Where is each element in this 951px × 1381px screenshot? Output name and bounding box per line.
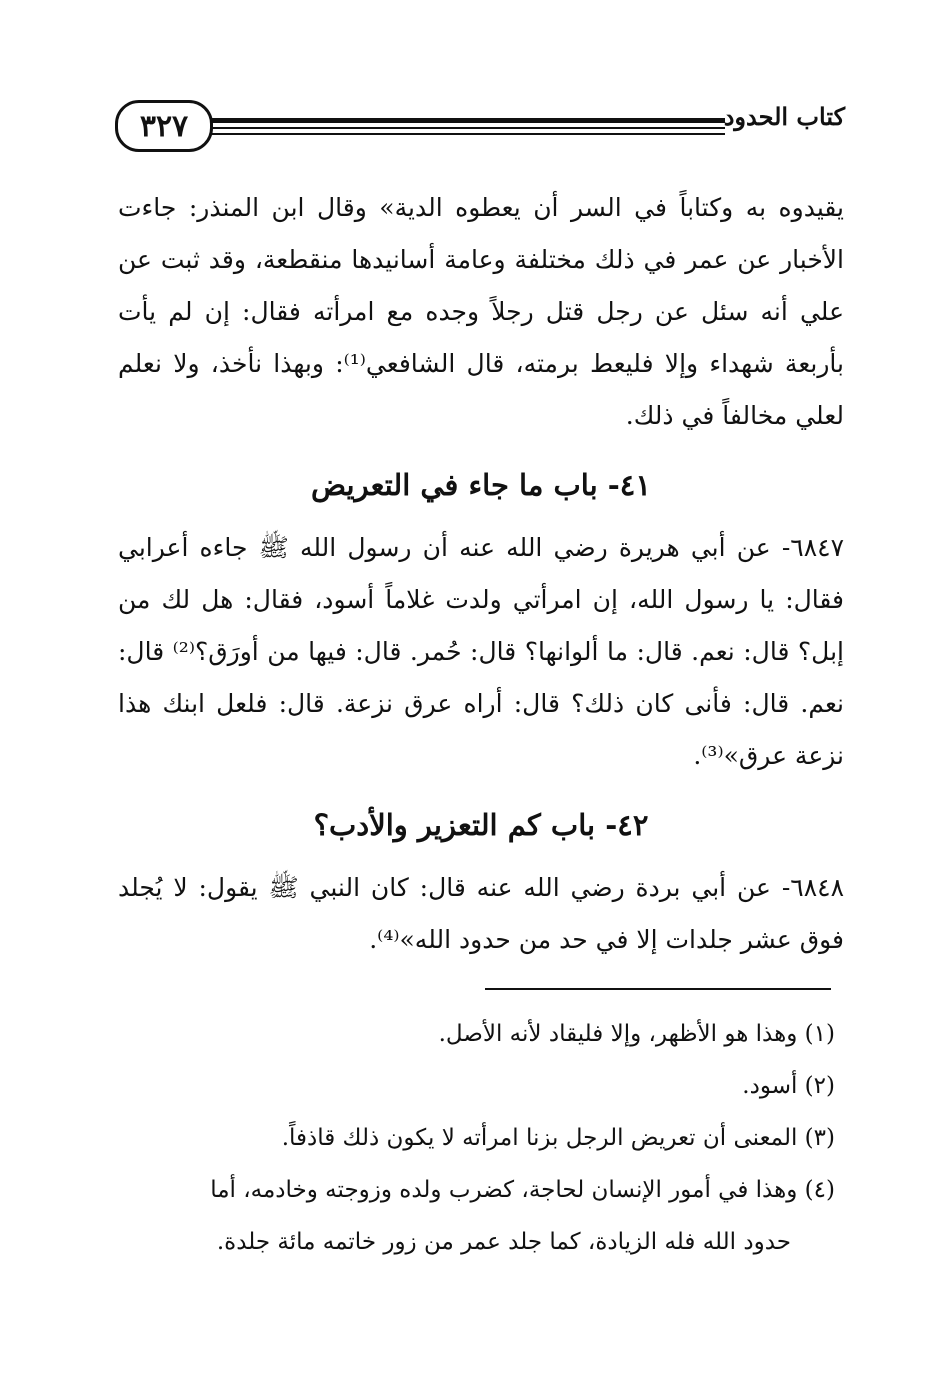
footnote-3: (٣) المعنى أن تعريض الرجل بزنا امرأته لا يكون ذلك قاذفاً. — [281, 1125, 835, 1151]
hadith-6847: ٦٨٤٧- عن أبي هريرة رضي الله عنه أن رسول الله ﷺ جاءه أعرابي فقال: يا رسول الله، إن امرأتي ولدت غلاماً أسود، فقال: هل لك من إبل؟ قال: نعم. قال: ما ألوانها؟ قال: حُمر. قال: فيها من أورَق؟⁽²⁾ قال: نعم. قال: فأنى كان ذلك؟ قال: أراه عرق نزعة. قال: فلعل ابنك هذا نزعة عرق»⁽³⁾. — [118, 533, 844, 770]
chapter-heading-42: ٤٢- باب كم التعزير والأدب؟ — [313, 808, 649, 842]
footnote-4-continued: حدود الله فله الزيادة، كما جلد عمر من زور خاتمه مائة جلدة. — [216, 1229, 791, 1255]
running-title: كتاب الحدود — [723, 102, 845, 131]
main-text — [118, 182, 844, 966]
paragraph-1: يقيدوه به وكتاباً في السر أن يعطوه الدية» وقال ابن المنذر: جاءت الأخبار عن عمر في ذلك مختلفة وعامة أسانيدها منقطعة، وقد ثبت عن علي أنه سئل عن رجل قتل رجلاً وجده مع امرأته فقال: إن لم يأت بأربعة شهداء وإلا فليعط برمته، قال الشافعي⁽¹⁾: وبهذا نأخذ، ولا نعلم لعلي مخالفاً في ذلك. — [118, 193, 844, 430]
footnote-1: (١) وهذا هو الأظهر، وإلا فليقاد لأنه الأصل. — [438, 1021, 835, 1047]
footnote-4: (٤) وهذا في أمور الإنسان لحاجة، كضرب ولده وزوجته وخادمه، أما — [210, 1177, 835, 1203]
header-rule — [211, 118, 725, 123]
header-rule-thin-2 — [211, 133, 725, 135]
chapter-heading-41: ٤١- باب ما جاء في التعريض — [311, 468, 651, 502]
footnote-divider — [485, 988, 831, 990]
page-number: ٣٢٧ — [115, 100, 213, 152]
header-rule-thin — [211, 127, 725, 129]
hadith-6848: ٦٨٤٨- عن أبي بردة رضي الله عنه قال: كان النبي ﷺ يقول: لا يُجلد فوق عشر جلدات إلا في حد من حدود الله»⁽⁴⁾. — [118, 873, 844, 954]
footnotes — [140, 1008, 835, 1268]
page-header — [115, 92, 845, 162]
footnote-2: (٢) أسود. — [742, 1073, 835, 1099]
